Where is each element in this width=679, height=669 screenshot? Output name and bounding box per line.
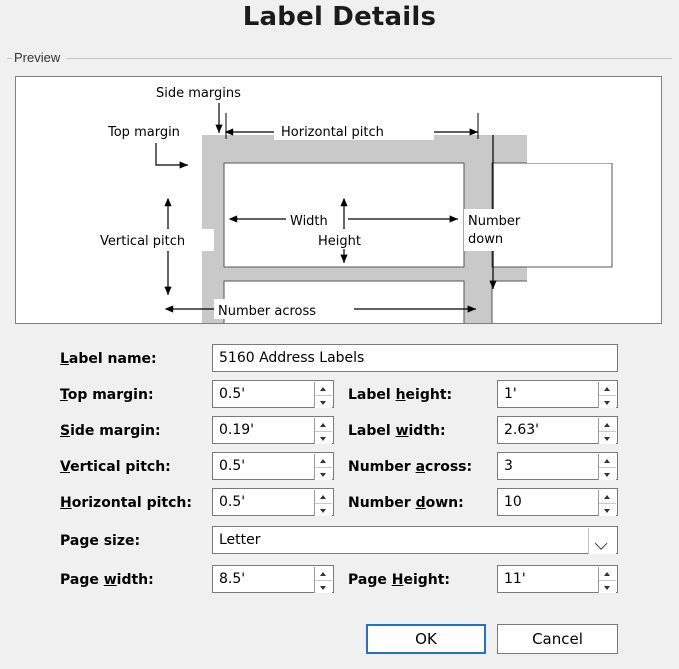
annotation-number-across: Number across: [218, 304, 317, 319]
number-down-stepper-up[interactable]: [599, 490, 616, 503]
annotation-height: Height: [318, 234, 361, 249]
annotation-width: Width: [290, 214, 328, 229]
form-row-horizontal-pitch: [0, 488, 679, 524]
form-row-page-size: [0, 524, 679, 562]
label-name-label: Label name:: [60, 351, 157, 367]
page-width-label: Page width:: [60, 572, 154, 588]
annotation-number-down-line2: down: [468, 232, 504, 247]
preview-group-label: Preview: [12, 50, 66, 65]
label-height-label: Label height:: [348, 387, 453, 403]
label-height-stepper-down[interactable]: [599, 395, 616, 409]
horizontal-pitch-stepper[interactable]: [314, 490, 332, 516]
form-row-vertical-pitch: [0, 452, 679, 488]
page-height-stepper-down[interactable]: [599, 580, 616, 594]
number-across-stepper-down[interactable]: [599, 467, 616, 481]
number-down-input[interactable]: 10: [497, 488, 618, 516]
side-margin-stepper[interactable]: [314, 418, 332, 444]
number-down-stepper[interactable]: [598, 490, 616, 516]
label-height-input[interactable]: 1': [497, 380, 618, 408]
vertical-pitch-stepper-up[interactable]: [315, 454, 332, 467]
preview-group: [7, 48, 672, 334]
annotation-horizontal-pitch: Horizontal pitch: [281, 125, 384, 140]
ok-button[interactable]: OK: [366, 624, 486, 654]
page-height-stepper-up[interactable]: [599, 567, 616, 580]
number-across-input[interactable]: 3: [497, 452, 618, 480]
vertical-pitch-input[interactable]: 0.5': [212, 452, 334, 480]
top-margin-stepper[interactable]: [314, 382, 332, 408]
annotation-vertical-pitch: Vertical pitch: [100, 234, 186, 249]
label-width-stepper-down[interactable]: [599, 431, 616, 445]
number-across-stepper[interactable]: [598, 454, 616, 480]
page-height-stepper[interactable]: [598, 567, 616, 593]
form-row-side-margin: [0, 416, 679, 452]
number-across-label: Number across:: [348, 459, 473, 475]
label-height-stepper-up[interactable]: [599, 382, 616, 395]
form-row-label-name: [0, 344, 679, 380]
side-margin-stepper-up[interactable]: [315, 418, 332, 431]
page-height-label: Page Height:: [348, 572, 451, 588]
horizontal-pitch-stepper-up[interactable]: [315, 490, 332, 503]
group-divider: [7, 58, 672, 59]
label-height-stepper[interactable]: [598, 382, 616, 408]
annotation-number-down-line1: Number: [468, 214, 521, 229]
side-margin-input[interactable]: 0.19': [212, 416, 334, 444]
form-row-page-width: [0, 562, 679, 600]
number-down-label: Number down:: [348, 495, 464, 511]
horizontal-pitch-stepper-down[interactable]: [315, 503, 332, 517]
top-margin-stepper-down[interactable]: [315, 395, 332, 409]
cancel-button[interactable]: Cancel: [497, 624, 618, 654]
vertical-pitch-label: Vertical pitch:: [60, 459, 171, 475]
side-margin-label: Side margin:: [60, 423, 161, 439]
annotation-top-margin: Top margin: [108, 125, 180, 140]
page-width-stepper-up[interactable]: [315, 567, 332, 580]
top-margin-input[interactable]: 0.5': [212, 380, 334, 408]
page-title: Label Details: [242, 2, 437, 32]
horizontal-pitch-input[interactable]: 0.5': [212, 488, 334, 516]
top-margin-label: Top margin:: [60, 387, 154, 403]
vertical-pitch-stepper-down[interactable]: [315, 467, 332, 481]
label-width-stepper-up[interactable]: [599, 418, 616, 431]
page-size-label: Page size:: [60, 533, 141, 549]
label-details-form: [0, 344, 679, 600]
side-margin-stepper-down[interactable]: [315, 431, 332, 445]
label-name-input[interactable]: 5160 Address Labels: [212, 344, 618, 372]
label-layout-diagram: [16, 77, 661, 323]
number-across-stepper-up[interactable]: [599, 454, 616, 467]
horizontal-pitch-label: Horizontal pitch:: [60, 495, 192, 511]
page-width-input[interactable]: 8.5': [212, 565, 334, 593]
vertical-pitch-stepper[interactable]: [314, 454, 332, 480]
preview-canvas: [15, 76, 662, 324]
page-width-stepper[interactable]: [314, 567, 332, 593]
annotation-side-margins: Side margins: [156, 86, 241, 101]
page-height-input[interactable]: 11': [497, 565, 618, 593]
form-row-top-margin: [0, 380, 679, 416]
label-width-stepper[interactable]: [598, 418, 616, 444]
top-margin-stepper-up[interactable]: [315, 382, 332, 395]
page-size-select[interactable]: Letter: [212, 526, 618, 554]
page-width-stepper-down[interactable]: [315, 580, 332, 594]
label-width-input[interactable]: 2.63': [497, 416, 618, 444]
number-down-stepper-down[interactable]: [599, 503, 616, 517]
chevron-down-icon[interactable]: [588, 528, 616, 554]
label-width-label: Label width:: [348, 423, 446, 439]
